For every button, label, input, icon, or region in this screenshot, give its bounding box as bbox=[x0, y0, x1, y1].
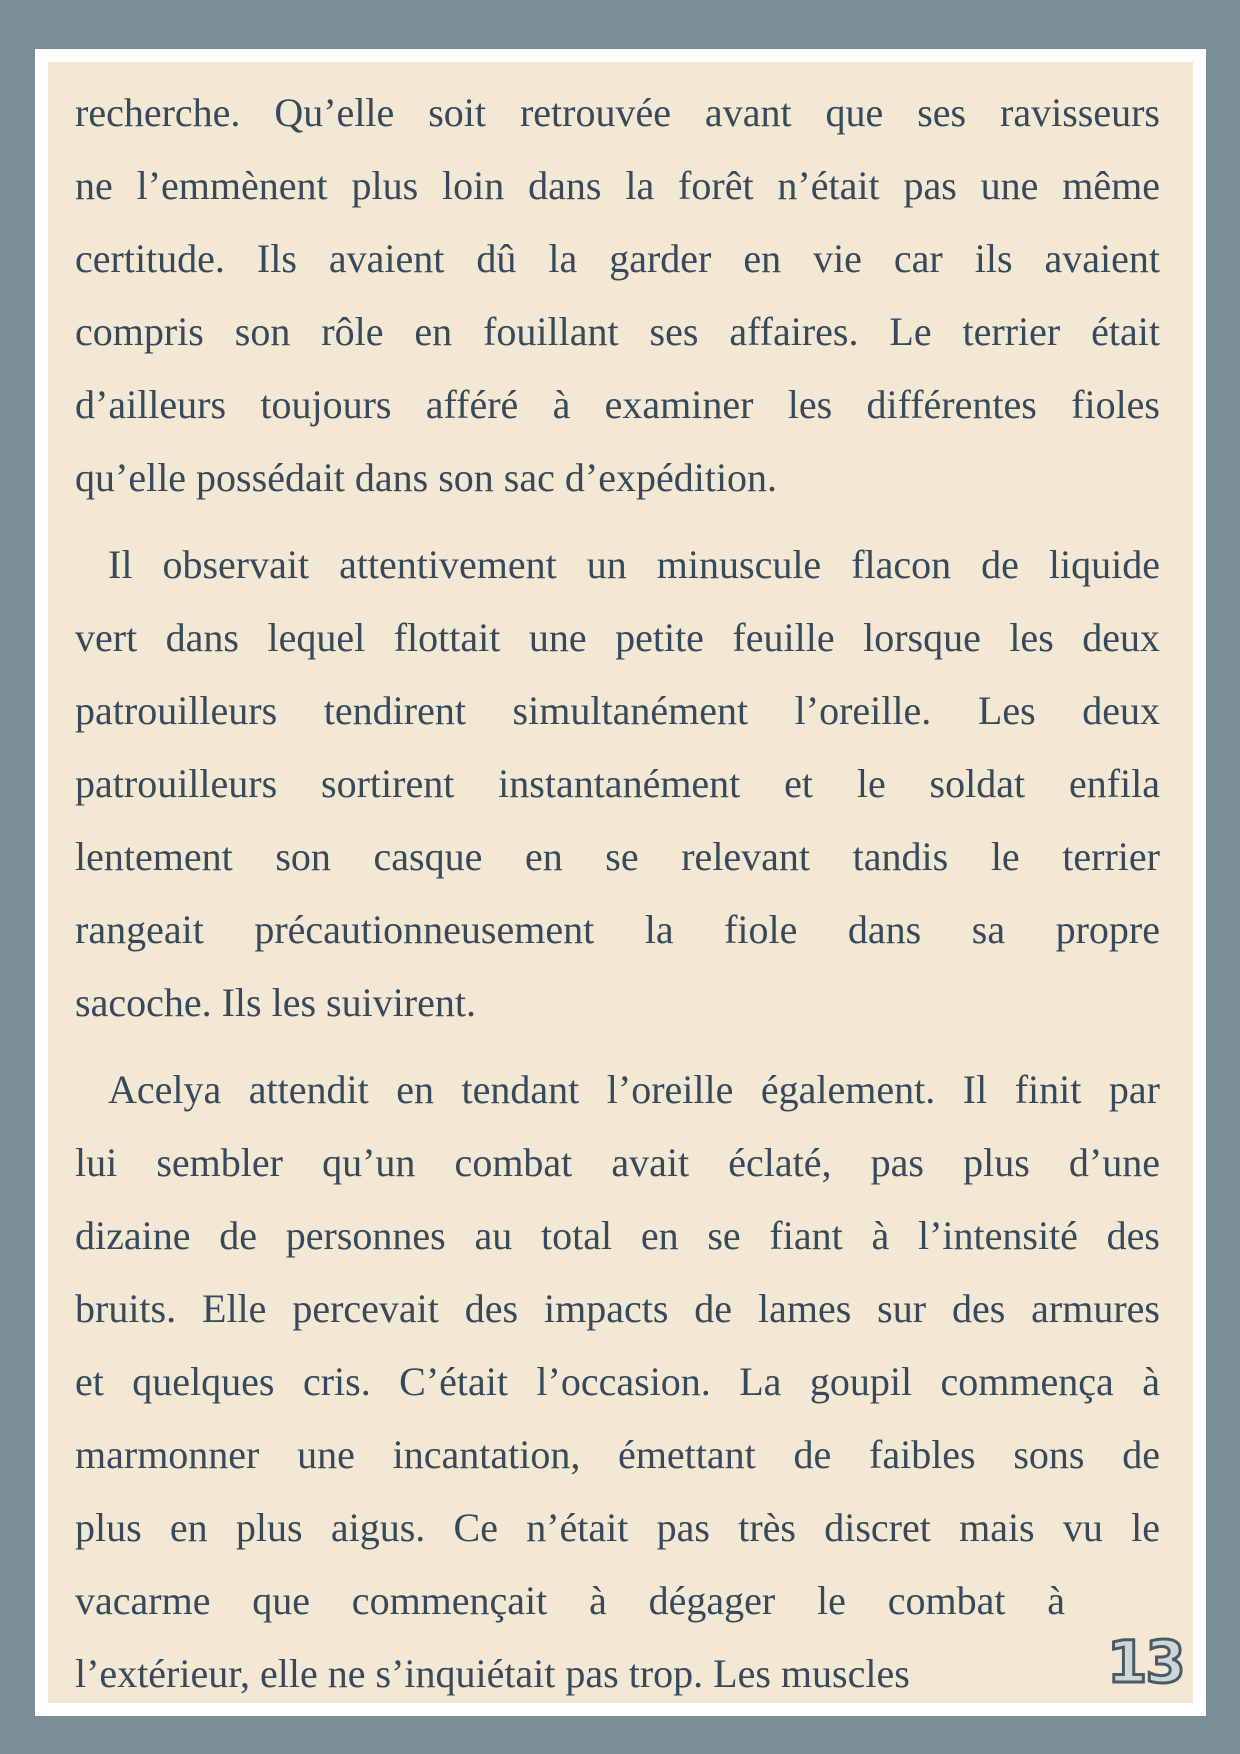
text-line: vert dans lequel flottait une petite feuille lorsque les deux bbox=[75, 615, 1160, 660]
text-line: qu’elle possédait dans son sac d’expédition. bbox=[75, 455, 778, 500]
text-line: d’ailleurs toujours afféré à examiner les différentes fioles bbox=[75, 382, 1160, 427]
text-line: et quelques cris. C’était l’occasion. La goupil commença à bbox=[75, 1359, 1160, 1404]
text-line: marmonner une incantation, émettant de faibles sons de bbox=[75, 1432, 1160, 1477]
text-line: recherche. Qu’elle soit retrouvée avant que ses ravisseurs bbox=[75, 90, 1160, 135]
text-line: rangeait précautionneusement la fiole dans sa propre bbox=[75, 907, 1160, 952]
text-line: Acelya attendit en tendant l’oreille également. Il finit par bbox=[108, 1067, 1160, 1112]
page-body bbox=[75, 76, 1160, 1724]
text-line: dizaine de personnes au total en se fiant à l’intensité des bbox=[75, 1213, 1160, 1258]
text-line: patrouilleurs tendirent simultanément l’oreille. Les deux bbox=[75, 688, 1160, 733]
text-line: sacoche. Ils les suivirent. bbox=[75, 980, 476, 1025]
text-line: ne l’emmènent plus loin dans la forêt n’était pas une même bbox=[75, 163, 1160, 208]
text-line: certitude. Ils avaient dû la garder en vie car ils avaient bbox=[75, 236, 1160, 281]
text-line: vacarme que commençait à dégager le combat à bbox=[75, 1578, 1065, 1623]
paragraph-2 bbox=[75, 528, 1160, 1039]
text-line: lui sembler qu’un combat avait éclaté, pas plus d’une bbox=[75, 1140, 1160, 1185]
text-line: bruits. Elle percevait des impacts de lames sur des armures bbox=[75, 1286, 1160, 1331]
text-line: compris son rôle en fouillant ses affaires. Le terrier était bbox=[75, 309, 1160, 354]
text-line: Il observait attentivement un minuscule flacon de liquide bbox=[108, 542, 1160, 587]
text-line: plus en plus aigus. Ce n’était pas très discret mais vu le bbox=[75, 1505, 1160, 1550]
paragraph-3 bbox=[75, 1053, 1160, 1710]
page-number: 13 bbox=[1107, 1628, 1184, 1696]
text-line: lentement son casque en se relevant tandis le terrier bbox=[75, 834, 1160, 879]
text-line: patrouilleurs sortirent instantanément et le soldat enfila bbox=[75, 761, 1160, 806]
paragraph-1 bbox=[75, 76, 1160, 514]
text-line: l’extérieur, elle ne s’inquiétait pas trop. Les muscles bbox=[75, 1651, 910, 1696]
